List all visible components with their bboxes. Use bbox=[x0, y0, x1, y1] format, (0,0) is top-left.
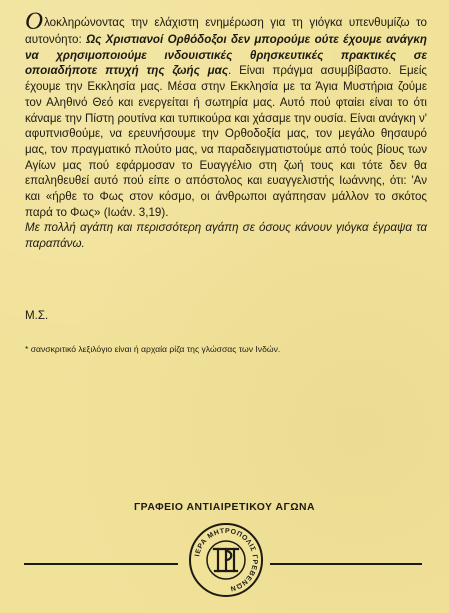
paragraph-lead: λοκληρώνοντας την ελάχιστη ενημέρωση για τη γιόγκα υπενθυμίζω το αυτονόητο: bbox=[25, 16, 427, 46]
divider-left bbox=[24, 563, 178, 565]
emphasized-statement: Ως Χριστιανοί Ορθόδοξοι δεν μπορούμε ούτε έχουμε ανάγκη να χρησιμοποιούμε ινδουιστικές θρησκευτικές πρακτικές σε οποιαδήποτε πτυχή της ζωής μας bbox=[25, 33, 428, 78]
divider-right bbox=[270, 563, 422, 565]
metropolis-seal-icon bbox=[188, 522, 264, 598]
article-body bbox=[25, 8, 428, 252]
office-name: ΓΡΑΦΕΙΟ ΑΝΤΙΑΙΡΕΤΙΚΟΥ ΑΓΩΝΑ bbox=[133, 502, 316, 513]
dropcap-letter: Ο bbox=[25, 8, 44, 35]
paragraph-rest: . Είναι πράγμα ασυμβίβαστο. Εμείς έχουμε την Εκκλησία μας. Μέσα στην Εκκλησία με τα Άγια Μυστήρια ζούμε τον Αληθινό Θεό και ενεργείται ή σωτηρία μας. Αυτό πού φταίει είναι το ότι κάναμε την Πίστη ρουτίνα και τυπικούρα και χάσαμε την ουσία. Είναι ανάγκη ν' αφυπνισθούμε, να ερευνήσουμε την Ορθοδοξία μας, τον μεγάλο θησαυρό μας, τον πραγματικό πλούτο μας, να παραδειγματιστούμε από τούς βίους των Αγίων μας πού εφάρμοσαν το Ευαγγέλιο στη ζωή τους και τότε δεν θα επαληθευθεί αυτό πού είπε ο απόστολος και ευαγγελιστής Ιωάννης, ότι: 'Αν και «ήρθε το Φως στον κόσμο, οι άνθρωποι αγάπησαν μάλλον το σκότος παρά το Φως» (Ιωάν. 3,19). bbox=[25, 64, 427, 219]
author-signature: Μ.Σ. bbox=[25, 309, 49, 322]
footnote: * σανσκριτικό λεξιλόγιο είναι ή αρχαία ρίζα της γλώσσας των Ινδών. bbox=[25, 344, 281, 354]
svg-text:ΙΕΡΑ ΜΗΤΡΟΠΟΛΙΣ ΓΡΕΒΕΝΩΝ: ΙΕΡΑ ΜΗΤΡΟΠΟΛΙΣ ΓΡΕΒΕΝΩΝ bbox=[194, 527, 259, 592]
closing-paragraph: Με πολλή αγάπη και περισσότερη αγάπη σε όσους κάνουν γιόγκα έγραψα τα παραπάνω. bbox=[25, 221, 427, 251]
